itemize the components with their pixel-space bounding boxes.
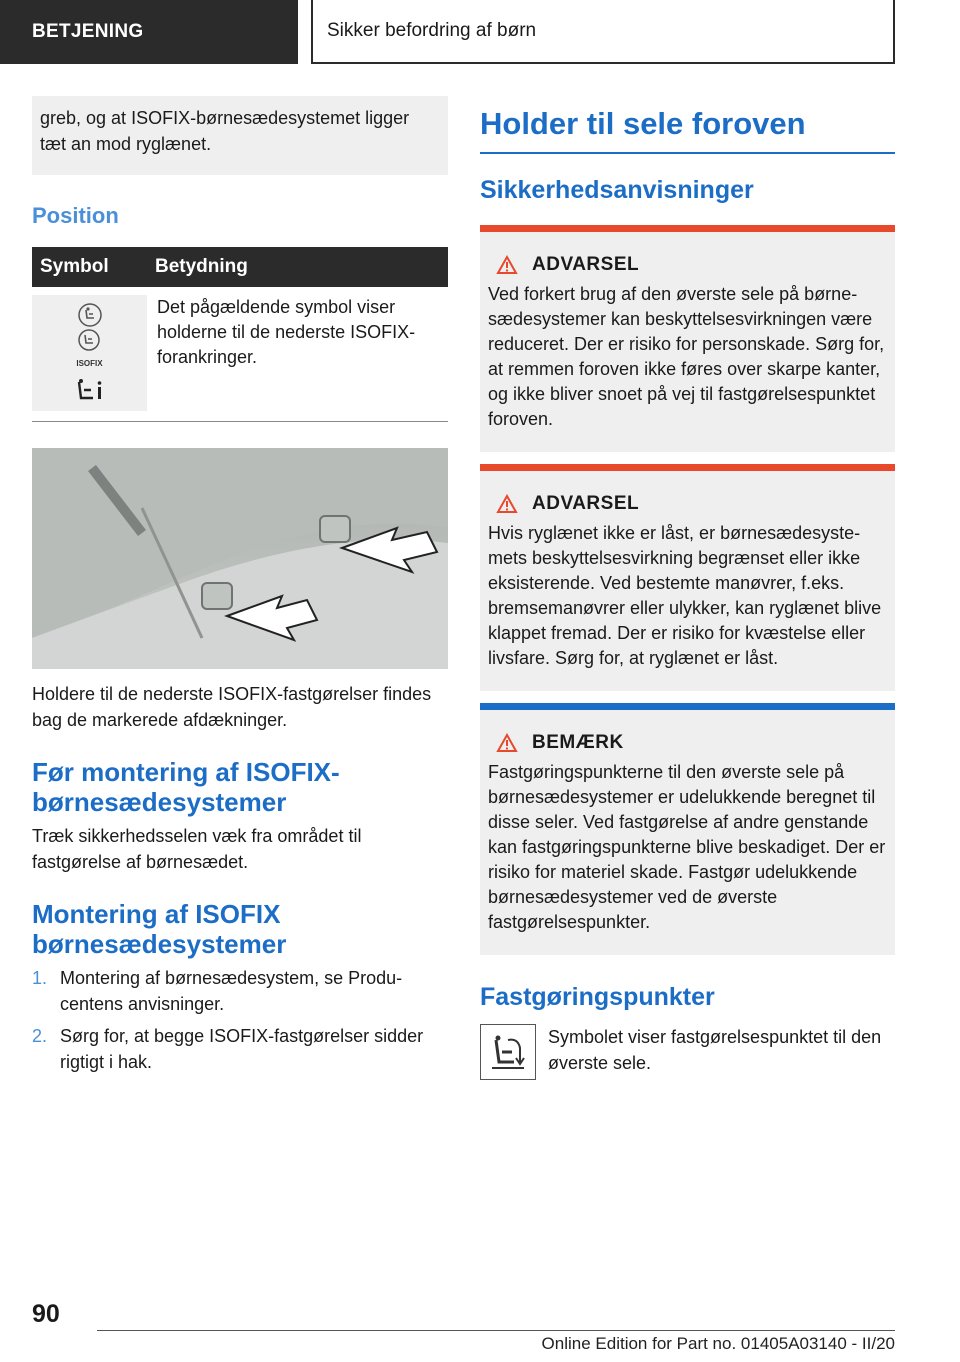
step-number: 2. — [32, 1026, 48, 1046]
mounting-steps — [32, 965, 448, 1075]
warning-text: Ved forkert brug af den øverste sele på børnesædesystemer kan beskyttelsesvirkningen være reduceret. Der er risiko for personskade. Sørg for, at remmen foroven ikke føres over skarpe kanter, og ikke bliver snoet på vej til fastgørelsespunktet foroven. — [488, 284, 885, 429]
isofix-info-icon — [75, 378, 105, 404]
heading-before-mounting: Før montering af ISOFIX-børnesædesystemer — [32, 757, 340, 817]
warning-box — [480, 464, 895, 691]
header-chapter — [311, 0, 895, 64]
safety-heading: Sikkerhedsanvisninger — [480, 176, 754, 204]
header-section — [0, 0, 298, 64]
step-text: Montering af børnesædesystem, se Producentens anvisninger. — [60, 968, 403, 1014]
intro-box — [32, 96, 448, 175]
warning-title: ADVARSEL — [532, 254, 640, 275]
notice-bar — [480, 703, 895, 710]
table-header-symbol: Symbol — [32, 247, 147, 287]
warning-bar — [480, 225, 895, 232]
heading-mounting: Montering af ISOFIX børnesædesystemer — [32, 899, 287, 959]
isofix-symbols — [32, 295, 147, 411]
warning-triangle-icon — [496, 733, 518, 753]
intro-text: greb, og at ISOFIX-børnesædesystemet ligger tæt an mod ryglænet. — [40, 108, 410, 154]
table-row — [32, 287, 448, 411]
left-column — [32, 96, 448, 1081]
header-chapter-label: Sikker befordring af børn — [327, 20, 537, 41]
anchor-points-heading: Fastgøringspunkter — [480, 983, 715, 1011]
warning-bar — [480, 464, 895, 471]
top-tether-anchor-icon — [480, 1024, 536, 1080]
isofix-child-seat-icon — [77, 302, 103, 328]
warning-triangle-icon — [496, 494, 518, 514]
before-mounting-text: Træk sikkerhedsselen væk fra området til fastgørelse af børnesædet. — [32, 826, 362, 872]
list-item — [32, 1023, 448, 1075]
footer-edition: Online Edition for Part no. 01405A03140 - II/20 — [541, 1334, 895, 1353]
isofix-label: ISOFIX — [76, 359, 103, 369]
isofix-seat-photo — [32, 448, 448, 669]
position-heading: Position — [32, 203, 119, 228]
notice-title: BEMÆRK — [532, 732, 624, 753]
isofix-labeled-icon — [76, 329, 102, 376]
footer-rule — [97, 1330, 895, 1331]
meaning-cell: Det pågældende symbol viser holderne til de nederste ISOFIX-forankringer. — [157, 297, 416, 367]
symbol-cell — [32, 287, 147, 411]
table-header-meaning: Betydning — [147, 247, 448, 287]
photo-caption: Holdere til de nederste ISOFIX-fastgørelser findes bag de markerede afdækninger. — [32, 684, 432, 730]
right-column — [480, 96, 895, 1080]
symbol-table — [32, 247, 448, 411]
anchor-points-row — [480, 1024, 895, 1080]
warning-triangle-icon — [496, 255, 518, 275]
table-divider — [32, 421, 448, 448]
warning-box — [480, 225, 895, 452]
warning-text: Hvis ryglænet ikke er låst, er børnesædesystemets beskyttelsesvirkning begrænset eller ikke eksisterende. Ved bestemte manøvrer, f.eks. bremsemanøvrer eller ulykker, kan ryglænet blive klappet fremad. Der er risiko for kvæstelse eller livsfare. Sørg for, at ryglænet er låst. — [488, 523, 882, 668]
page-number: 90 — [32, 1300, 60, 1328]
step-text: Sørg for, at begge ISOFIX-fastgørelser sidder rigtigt i hak. — [60, 1026, 424, 1072]
anchor-points-text: Symbolet viser fastgørelsespunktet til den øverste sele. — [548, 1027, 882, 1073]
notice-text: Fastgøringspunkterne til den øverste sele på børnesædesystemer er udelukkende beregnet til disse seler. Ved fastgørelse af andre genstande kan fastgøringspunkterne blive beskadiget. Der er risiko for materiel skade. Fastgør udelukkende børnesædesystemer ved de øverste fastgørelsespunkter. — [488, 762, 886, 932]
list-item — [32, 965, 448, 1017]
step-number: 1. — [32, 968, 48, 988]
header-section-label: BETJENING — [32, 21, 144, 42]
notice-box — [480, 703, 895, 955]
warning-title: ADVARSEL — [532, 493, 640, 514]
isofix-seat-icon — [76, 329, 102, 351]
main-heading: Holder til sele foroven — [480, 106, 806, 141]
main-heading-rule — [480, 152, 895, 154]
